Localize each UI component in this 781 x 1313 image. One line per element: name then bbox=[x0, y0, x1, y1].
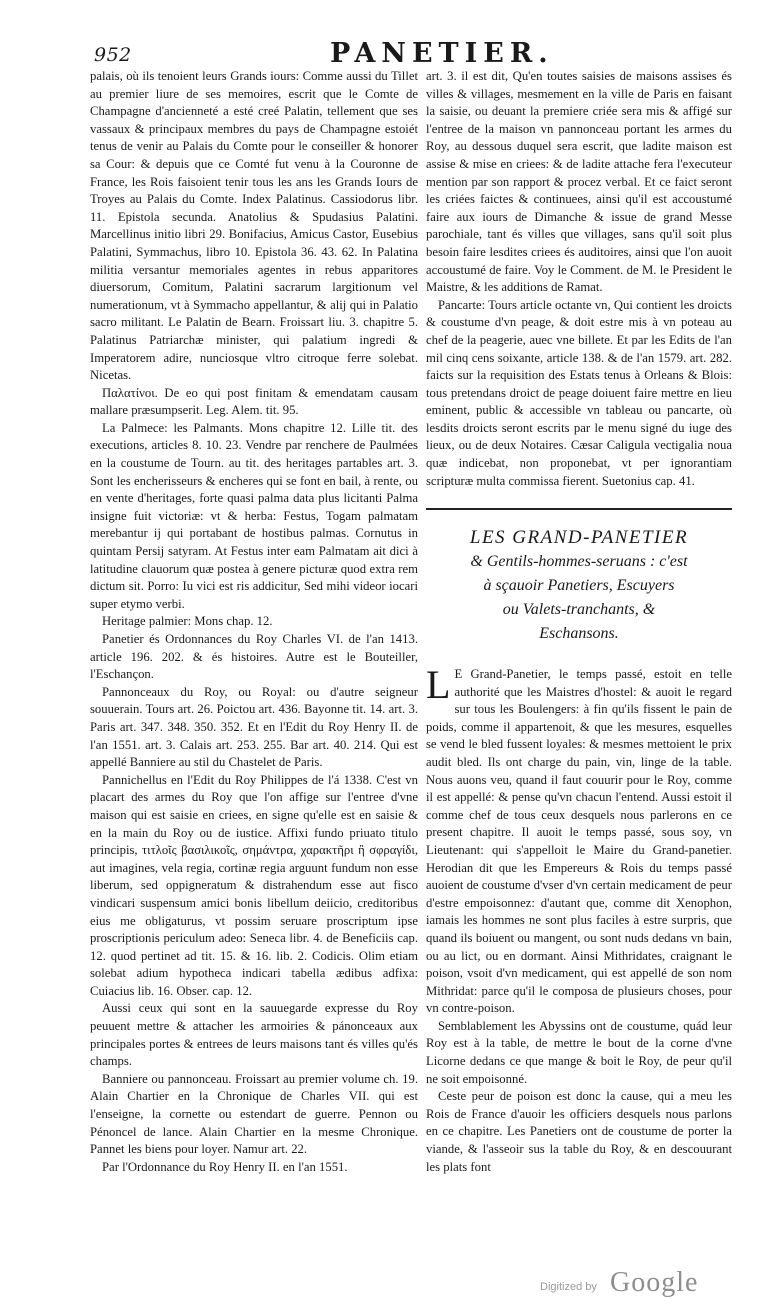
heading-line: ou Valets-tranchants, & bbox=[502, 601, 656, 618]
paragraph-text: E Grand-Panetier, le temps passé, estoit en telle authorité que les Maistres d'hostel: & auoit le regard sur tous les Boulengers: à fin qu'ils fissent le pain de poids, comme il appartenoit, & que les mesures, esquelles se vend le bled fussent loyales: & mesmes mettoient le prix audit bled. Ils ont charge du pain, vin, linge de la table. Nous auons veu, quand il faut couurir pour le Roy, comme il est appellé: & pense qu'vn chacun l'entend. Aussi estoit il comme chef de tous ceux desquels nous parlerons en ce present chapitre. Il auoit le temps passé, sous soy, vn Lieutenant: qui s'appelloit le Maire du Grand-panetier. Herodian dit que les Empereurs & Rois du temps passé auoient de coustume d'vser d'vn certain medicament de peur d'estre empoisonnez: d'autant que, comme dit Xenophon, iamais les hommes ne sont plus faciles à estre surpris, que quand ils boiuent ou mangent, ou sont nuds dedans vn bain, ou au lict, ou en dormant. Ainsi Mithridates, craignant le poison, vsoit d'vn medicament, qui est appellé de son nom Mithridat: parce qu'il le composa de plusieurs choses, pour vn contre-poison. bbox=[426, 667, 732, 1016]
paragraph bbox=[426, 662, 732, 1018]
heading-line: à sçauoir Panetiers, Escuyers bbox=[483, 577, 675, 594]
paragraph: art. 3. il est dit, Qu'en toutes saisies de maisons assises és villes & villages, mesmement en la ville de Paris en faisant la saisie, ou deuant la premiere criée sera mis & affigé sur l'entree de la maison vn pannonceau portant les armes du Roy, au dessous duquel sera escrit, que ladite maison est assise & mise en criees: & de ladite attache fera l'executeur mention par son rapport & procez verbal. Et ce faict seront les criées faictes & continuees, ainsi qu'il est accoustumé faire aux iours de Dimanche & issue de grand Messe parochiale, tant és villes que villages, sans qu'il soit plus besoin faire lesdites criees és auditoires, ainsi que l'on auoit accoustumé de faire. Voy le Comment. de M. le President le Maistre, & les additions de Ramat. bbox=[426, 69, 732, 295]
paragraph: Heritage palmier: Mons chap. 12. bbox=[102, 614, 273, 629]
right-column-top bbox=[426, 68, 732, 490]
heading-line: Eschansons. bbox=[539, 625, 619, 642]
running-title: PANETIER. bbox=[330, 38, 554, 69]
google-logo: Google bbox=[610, 1267, 699, 1298]
paragraph: Pannichellus en l'Edit du Roy Philippes de l'á 1338. C'est vn placart des armes du Roy que l'on affige sur l'entree d'vne maison qui est saisie en criees, en signe qu'elle est en saisie & en la main du Roy ou de iustice. Affixi fundo priuato titulo principis, τιτλοῖς βασιλικοῖς, σημάντρα, χαρακτῆρι ἢ σφραγίδι, aut imagines, vela regia, cortinæ regia arguunt fundum non esse liberum, sed oppigneratum & distrahendum esse aut fisco vindicari suspensum amici bonis libellum deiicio, creditoribus eius me obligaturus, vt possim seruare proscriptum ipse proscriptionis periculum adeo: Seneca libr. 4. de Beneficiis cap. 12. quod pertinet ad tit. 15. & 16. lib. 2. Codicis. Olim etiam solebat adium hypotheca indicari tabella ædibus adfixa: Cuiacius lib. 16. Obser. cap. 12. bbox=[90, 772, 418, 998]
section-heading bbox=[426, 526, 732, 646]
page-header bbox=[80, 38, 740, 70]
paragraph: Pannonceaux du Roy, ou Royal: ou d'autre seigneur souuerain. Tours art. 26. Poictou art. 436. Bayonne tit. 14. art. 3. Paris art. 347. 348. 350. 352. Et en l'Edit du Roy Henry II. de l'an 1551. art. 3. Calais art. 253. 255. Bar art. 40. 214. Qui est appellé Banniere au stil du Chastelet de Paris. bbox=[90, 684, 418, 770]
paragraph: Par l'Ordonnance du Roy Henry II. en l'an 1551. bbox=[102, 1159, 348, 1174]
paragraph: La Palmece: les Palmants. Mons chapitre 12. Lille tit. des executions, articles 8. 10. 23. Vendre par renchere de Paulmées en la coustume de Tourn. au tit. des heritages partables art. 3. Sont les encherisseurs & encheres qui se font en bail, à rente, ou en vente d'heritages, forte quasi palma data plus licitanti Palma insigne fuit victoriæ: vt & herba: Festus, Togam palmatam merebantur ij qui portabant de hostibus palmas. Cornutus in quintam Persij satyram. At Festus inter eam Palmatam ait dici à latitudine clauorum quæ postea à genere picturæ quod extra rem dictum sit. Porro: Iu vici est ris addicitur, Sed mihi videor iocari super etymo verbi. bbox=[90, 420, 418, 611]
drop-cap: L bbox=[426, 662, 451, 707]
heading-line: LES GRAND-PANETIER bbox=[469, 527, 689, 548]
paragraph: Pancarte: Tours article octante vn, Qui contient les droicts & coustume d'vn peage, & doit estre mis à vn poteau au chef de la peagerie, auec vne billete. Et par les Edits de l'an mil cinq cens soixante, article 138. & de l'an 1579. art. 282. faicts sur la requisition des Estats tenus à Orleans & Blois: tous pretendans droict de peage doiuent faire mettre en lieu eminent, public & accessible vn tableau ou pancarte, où lesdits droicts seront escrits par le menu signé du iuge des lieux, ou de deux Notaires. Cæsar Caligula vectigalia noua quæ indicebat, non proponebat, vt per ignorantiam scripturæ multa commissa fierent. Suetonius cap. 41. bbox=[426, 297, 732, 488]
paragraph: palais, où ils tenoient leurs Grands iours: Comme aussi du Tillet au premier liure de ses memoires, escrit que le Comte de Champagne d'ancienneté a esté creé Palatin, tellement que ses vassaux & principaux membres du pays de Champagne estoiét tenus de venir au Palais du Comte pour le conseiller & honorer sa Cour: & depuis que ce Comté fut venu à la Couronne de France, les Rois faisoient tenir tous les ans les Grands Iours de Troyes au Palais du Comte. Index Palatinus. Cassiodorus libr. 11. Epistola secunda. Anatolius & Spudasius Palatini. Marcellinus initio libri 29. Bonifacius, Amicus Castor, Eusebius Palatini, Symmachus, libro 10. Epistola 36. 43. 62. In Palatina militia versantur memoriales agentes in rebus apparitores diuersorum, Comitum, Palatini sacrarum largitionum vel numerationum, vt à Symmacho appellantur, & alij qui in Palatio sacro militant. Le Palatin de Bearn. Froissart liu. 3. chapitre 5. Palatinus Patriarchæ minister, qui palatium ingredi & Imperatorem adire, nunciosque vltro citroque ferre solebat. Nicetas. bbox=[90, 69, 418, 383]
paragraph: Aussi ceux qui sont en la sauuegarde expresse du Roy peuuent mettre & attacher les armoiries & pánonceaux aux principales portes & entrees de leurs maisons tant és villes qu'és champs. bbox=[90, 1001, 418, 1069]
digitized-watermark bbox=[540, 1267, 740, 1303]
paragraph: Semblablement les Abyssins ont de coustume, quád leur Roy est à la table, de mettre le bout de la corne d'vne Licorne dedans ce que mange & boit le Roy, de peur qu'il ne soit empoisonné. bbox=[426, 1018, 732, 1086]
left-column bbox=[90, 68, 418, 1176]
paragraph: Banniere ou pannonceau. Froissart au premier volume ch. 19. Alain Chartier en la Chronique de Charles VII. qui est l'enseigne, la cornette ou estendart de guerre. Pennon ou Pénoncel de lance. Alain Chartier en la mesme Chronique. Pannet les biens pour loyer. Namur art. 22. bbox=[90, 1071, 418, 1157]
watermark-prefix: Digitized by bbox=[540, 1281, 597, 1293]
paragraph: Ceste peur de poison est donc la cause, qui a meu les Rois de France d'auoir les officiers desquels nous parlons en ce chapitre. Les Panetiers ont de coustume de porter la viande, & l'asseoir sus la table du Roy, & en descouurant les plats font bbox=[426, 1089, 732, 1174]
right-column-bottom bbox=[426, 662, 732, 1176]
paragraph: Panetier és Ordonnances du Roy Charles VI. de l'an 1413. article 196. 202. & és histoires. Autre est le Bouteiller, l'Eschançon. bbox=[90, 632, 418, 682]
section-divider bbox=[426, 508, 732, 510]
paragraph: Παλατίνοι. De eo qui post finitam & emendatam causam mallare præsumpserit. Leg. Alem. tit. 95. bbox=[90, 385, 418, 418]
page-number: 952 bbox=[94, 44, 132, 66]
heading-line: & Gentils-hommes-seruans : c'est bbox=[470, 553, 688, 570]
